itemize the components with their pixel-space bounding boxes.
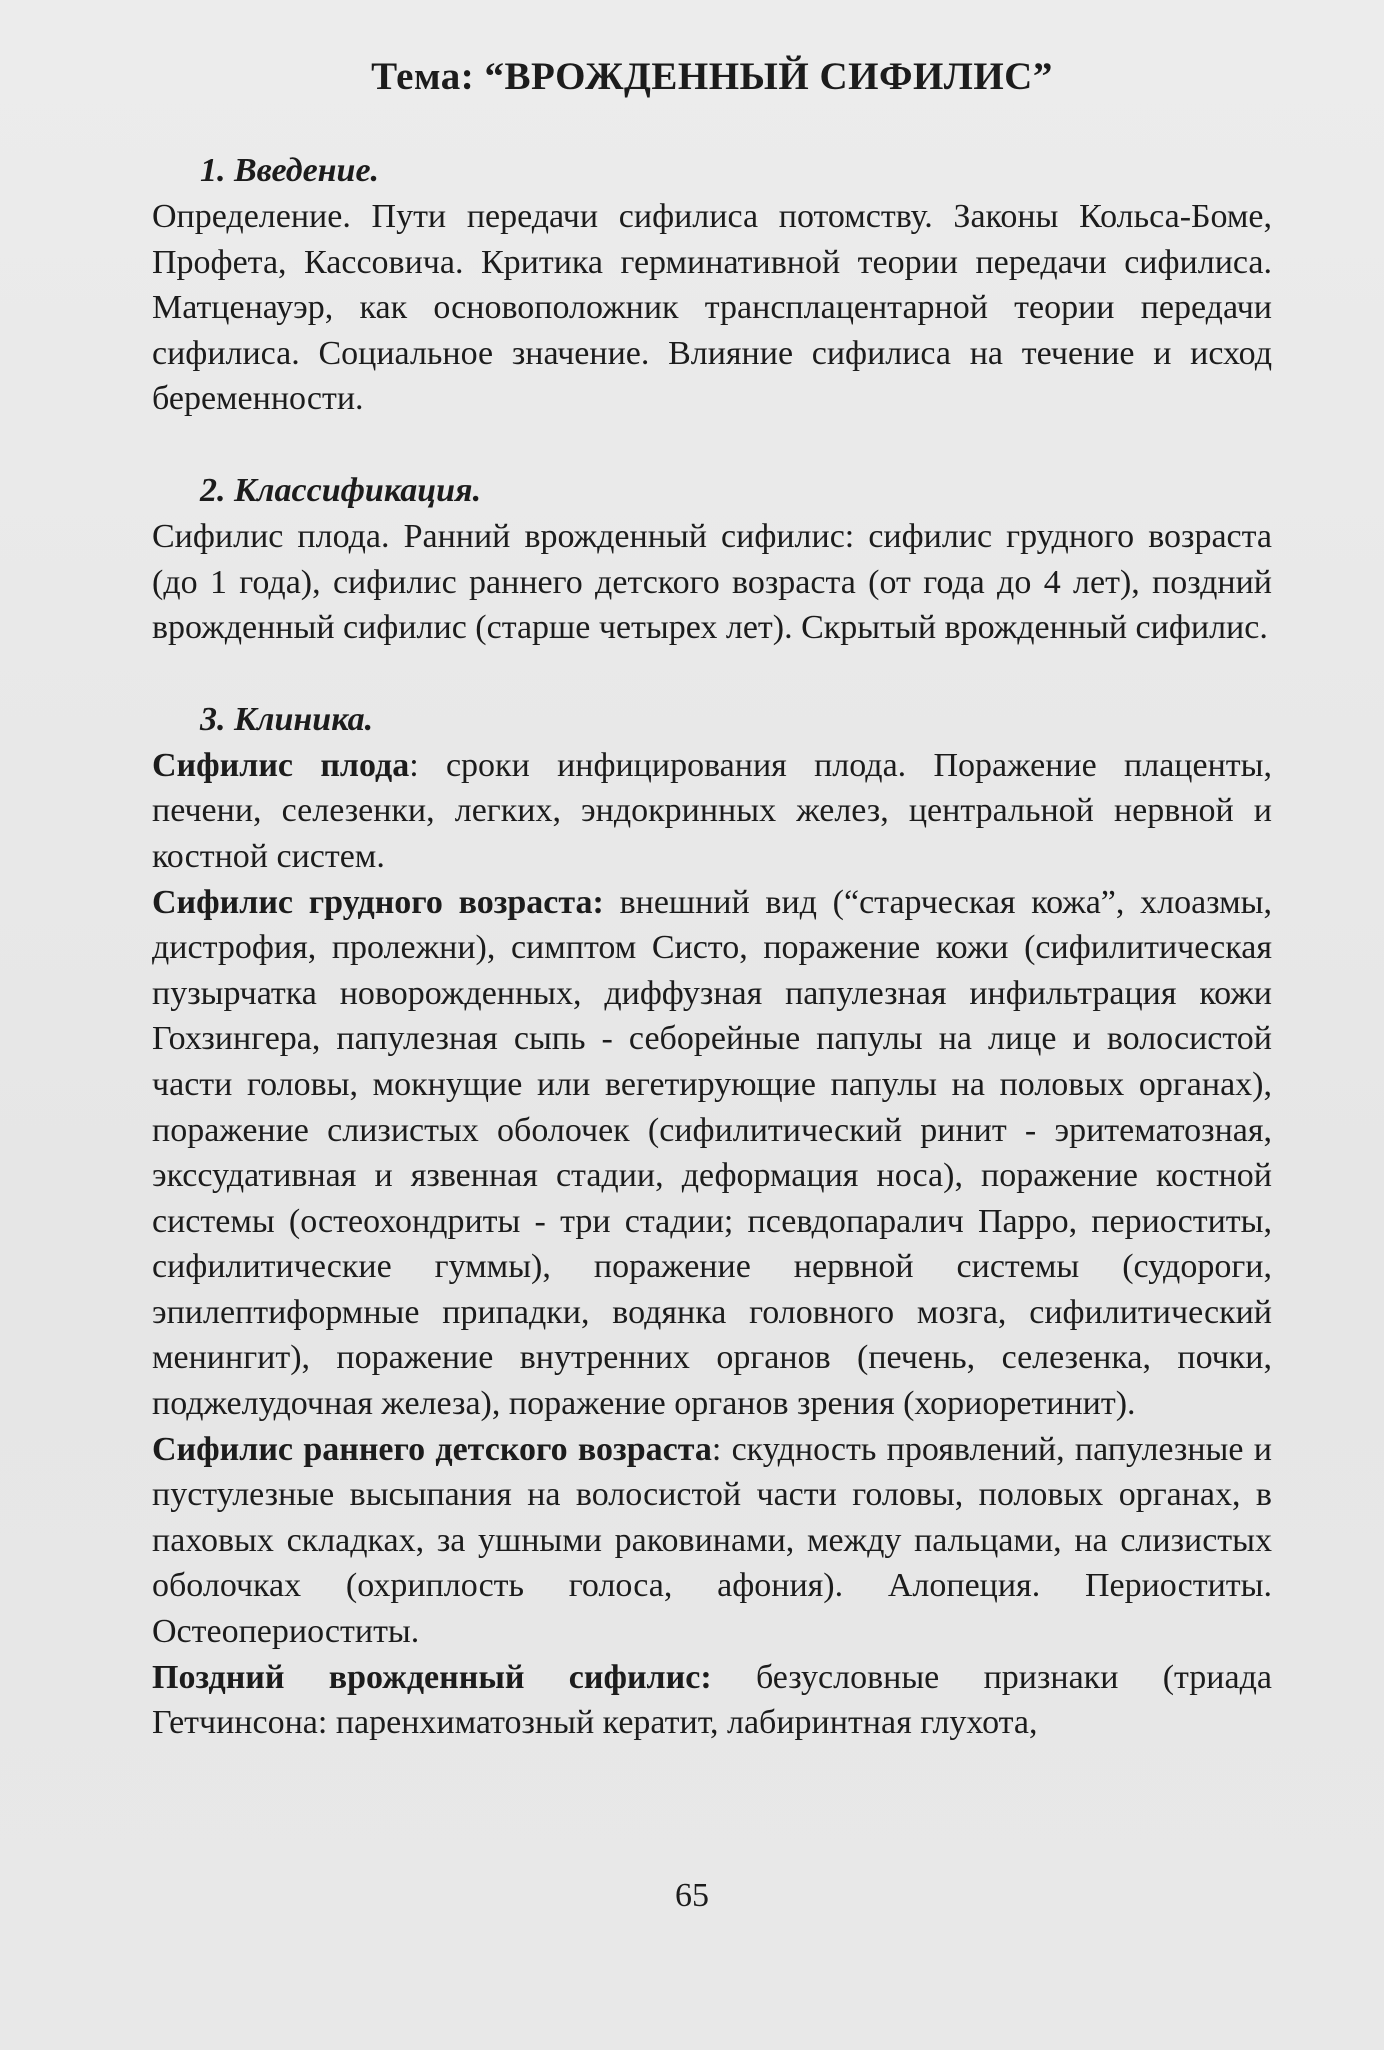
section-heading: 3. Клиника.	[200, 700, 374, 738]
section-paragraph	[152, 194, 1272, 422]
paragraph-text: внешний вид (“старческая кожа”, хлоазмы, дистрофия, пролежни), симптом Систо, поражение кожи (сифилитическая пузырчатка новорожденных, диффузная папулезная инфильтрация кожи Гохзингера, папулезная сыпь - себорейные папулы на лице и волосистой части головы, мокнущие или вегетирующие папулы на половых органах), поражение слизистых оболочек (сифилитический ринит - эритематозная, экссудативная и язвенная стадии, деформация носа), поражение костной системы (остеохондриты - три стадии; псевдопаралич Парро, периоститы, сифилитические гуммы), поражение нервной системы (судороги, эпилептиформные припадки, водянка головного мозга, сифилитический менингит), поражение внутренних органов (печень, селезенка, почки, поджелудочная железа), поражение органов зрения (хориоретинит).	[152, 883, 1272, 1423]
section-paragraph	[152, 1427, 1272, 1655]
section-heading: 1. Введение.	[200, 152, 380, 189]
paragraph-text: безусловные признаки (триада Гетчинсона: паренхиматозный кератит, лабиринтная глухота,	[152, 1658, 1272, 1742]
section-introduction	[152, 148, 1272, 422]
page-number: 65	[675, 1877, 709, 1914]
section-classification	[152, 468, 1272, 651]
paragraph-lead-term: Сифилис грудного возраста:	[152, 883, 604, 921]
paragraph-lead-term: Сифилис раннего детского возраста	[152, 1430, 712, 1468]
paragraph-lead-term: Поздний врожденный сифилис:	[152, 1658, 712, 1696]
section-clinic	[152, 697, 1272, 1746]
page-content	[152, 50, 1272, 1746]
section-paragraph	[152, 743, 1272, 880]
section-paragraph	[152, 514, 1272, 651]
paragraph-text: : сроки инфицирования плода. Поражение плаценты, печени, селезенки, легких, эндокринных желез, центральной нервной и костной систем.	[152, 746, 1272, 875]
section-paragraph	[152, 1655, 1272, 1746]
paragraph-lead-term: Сифилис плода	[152, 746, 410, 784]
section-paragraph	[152, 880, 1272, 1427]
paragraph-text: Определение. Пути передачи сифилиса потомству. Законы Кольса-Боме, Профета, Кассовича. Критика герминативной теории передачи сифилиса. Матценауэр, как основоположник трансплацентарной теории передачи сифилиса. Социальное значение. Влияние сифилиса на течение и исход беременности.	[152, 198, 1272, 418]
section-heading: 2. Классификация.	[200, 471, 482, 509]
page-title: Тема: “ВРОЖДЕННЫЙ СИФИЛИС”	[371, 55, 1053, 98]
paragraph-text: Сифилис плода. Ранний врожденный сифилис: сифилис грудного возраста (до 1 года), сифилис раннего детского возраста (от года до 4 лет), поздний врожденный сифилис (старше четырех лет). Скрытый врожденный сифилис.	[152, 517, 1272, 647]
paragraph-text: : скудность проявлений, папулезные и пустулезные высыпания на волосистой части головы, половых органах, в паховых складках, за ушными раковинами, между пальцами, на слизистых оболочках (охриплость голоса, афония). Алопеция. Периоститы. Остеопериоститы.	[152, 1430, 1272, 1651]
